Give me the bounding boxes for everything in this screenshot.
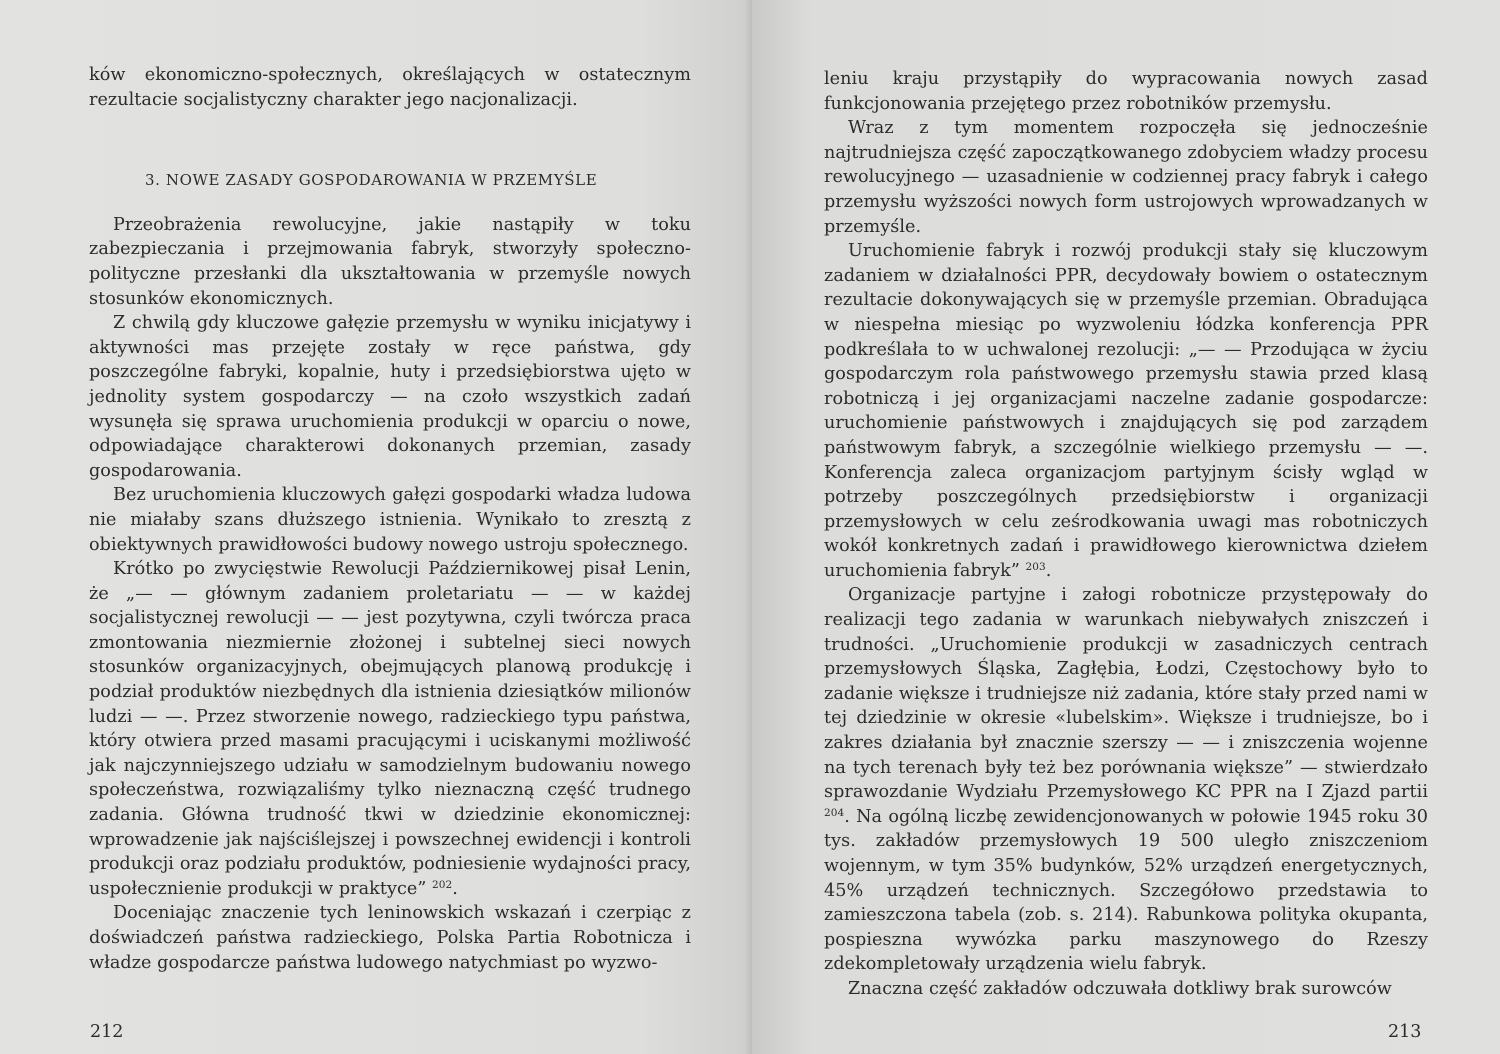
- paragraph-war-damage: Organizacje partyjne i załogi robotnicze przystępowały do realizacji tego zadania w warunkach niebywałych zniszczeń i trudności. „Uruchomienie produkcji w zasadniczych centrach przemysłowych Śląska, Zagłębia, Łodzi, Częstochowy było to zadanie większe i trudniejsze niż zadania, które stały przed nami w tej dziedzinie w okresie «lubelskim». Większe i trudniejsze, bo i zakres działania był znacznie szerszy — — i zniszczenia wojenne na tych terenach były też bez porównania większe” — stwierdzało sprawozdanie Wydziału Przemysłowego KC PPR na I Zjazd partii $^{204}$. Na ogólną liczbę zewidencjonowanych w połowie 1945 roku 30 tys. zakładów przemysłowych 19 500 uległo zniszczeniom wojennym, w tym 35% budynków, 52% urządzeń energetycznych, 45% urządzeń technicznych. Szczegółowo przedstawia to zamieszczona tabela (zob. s. 214). Rabunkowa polityka okupanta, pospieszna wywózka parku maszynowego do Rzeszy zdekompletowały urządzenia wielu fabryk.: [824, 585, 1428, 975]
- right-page: [752, 0, 1500, 1054]
- paragraph-text: Uruchomienie fabryk i rozwój produkcji stały się kluczowym zadaniem w działalności PPR, decydowały bowiem o ostatecznym rezultacie dokonywających się w przemyśle przemian. Obradująca w niespełna miesiąc po wyzwoleniu łódzka konferencja PPR podkreślała to w uchwalonej rezolucji: „— — Przodująca w życiu gospodarczym rola państwowego przemysłu stawia przed klasą robotniczą i jej organizacjami naczelne zadanie gospodarcze: uruchomienie państwowych i znajdujących się pod zarządem państwowym fabryk, a szczególnie wielkiego przemysłu — —. Konferencja zaleca organizacjom partyjnym ścisły wgląd w potrzeby poszczególnych przedsiębiorstw i organizacji przemysłowych w celu ześrodkowania uwagi mas robotniczych wokół konkretnych zadań i prawidłowego kierownictwa dziełem uruchomienia fabryk”: [824, 241, 1428, 581]
- continuation-text: leniu kraju przystąpiły do wypracowania nowych zasad funkcjonowania przejętego przez robotników przemysłu.: [824, 69, 1428, 114]
- paragraph: Wraz z tym momentem rozpoczęła się jednocześnie najtrudniejsza część zapoczątkowanego zdobyciem władzy procesu rewolucyjnego — uzasadnienie w codziennej pracy fabryk i całego przemysłu wyższości nowych form ustrojowych wprowadzanych w przemyśle.: [824, 118, 1428, 237]
- paragraph-ppr-resolution: Uruchomienie fabryk i rozwój produkcji stały się kluczowym zadaniem w działalności PPR, decydowały bowiem o ostatecznym rezultacie dokonywających się w przemyśle przemian. Obradująca w niespełna miesiąc po wyzwoleniu łódzka konferencja PPR podkreślała to w uchwalonej rezolucji: „— — Przodująca w życiu gospodarczym rola państwowego przemysłu stawia przed klasą robotniczą i jej organizacjami naczelne zadanie gospodarcze: uruchomienie państwowych i znajdujących się pod zarządem państwowym fabryk, a szczególnie wielkiego przemysłu — —. Konferencja zaleca organizacjom partyjnym ścisły wgląd w potrzeby poszczególnych przedsiębiorstw i organizacji przemysłowych w celu ześrodkowania uwagi mas robotniczych wokół konkretnych zadań i prawidłowego kierownictwa dziełem uruchomienia fabryk” $^{203}$.: [824, 241, 1428, 581]
- footnote-ref: 203: [1025, 560, 1046, 573]
- paragraph: Z chwilą gdy kluczowe gałęzie przemysłu w wyniku inicjatywy i aktywności mas przejęte zostały w ręce państwa, gdy poszczególne fabryki, kopalnie, huty i przedsiębiorstwa ujęto w jednolity system gospodarczy — na czoło wszystkich zadań wysunęła się sprawa uruchomienia produkcji w oparciu o nowe, odpowiadające charakterowi dokonanych przemian, zasady gospodarowania.: [89, 313, 691, 481]
- page-number: 213: [1388, 1022, 1422, 1042]
- section-heading: 3. NOWE ZASADY GOSPODAROWANIA W PRZEMYŚLE: [145, 171, 598, 190]
- footnote-ref: 204: [824, 806, 845, 819]
- paragraph-text: Na ogólną liczbę zewidencjonowanych w połowie 1945 roku 30 tys. zakładów przemysłowych 19 500 uległo zniszczeniom wojennym, w tym 35% budynków, 52% urządzeń energetycznych, 45% urządzeń technicznych. Szczegółowo przedstawia to zamieszczona tabela (zob. s. 214). Rabunkowa polityka okupanta, pospieszna wywózka parku maszynowego do Rzeszy zdekompletowały urządzenia wielu fabryk.: [824, 806, 1428, 975]
- right-page-text: [824, 67, 1428, 1002]
- left-page-text: [89, 63, 691, 975]
- paragraph: Znaczna część zakładów odczuwała dotkliwy brak surowców: [848, 978, 1392, 999]
- paragraph: Bez uruchomienia kluczowych gałęzi gospodarki władza ludowa nie miałaby szans dłuższego istnienia. Wynikało to zresztą z obiektywnych prawidłowości budowy nowego ustroju społecznego.: [89, 485, 691, 555]
- paragraph-text: Krótko po zwycięstwie Rewolucji Październikowej pisał Lenin, że „— — głównym zadaniem proletariatu — — w każdej socjalistycznej rewolucji — — jest pozytywna, czyli twórcza praca zmontowania niezmiernie złożonej i subtelnej sieci nowych stosunków organizacyjnych, obejmujących planową produkcję i podział produktów niezbędnych dla istnienia dziesiątków milionów ludzi — —. Przez stworzenie nowego, radzieckiego typu państwa, który otwiera przed masami pracującymi i uciskanymi możliwość jak najczynniejszego udziału w samodzielnym budowaniu nowego społeczeństwa, rozwiązaliśmy tylko nieznaczną część trudnego zadania. Główna trudność tkwi w dziedzinie ekonomicznej: wprowadzenie jak najściślejszej i powszechnej ewidencji i kontroli produkcji oraz podziału produktów, podniesienie wydajności pracy, uspołecznienie produkcji w praktyce”: [89, 559, 691, 899]
- paragraph-lenin-quote: Krótko po zwycięstwie Rewolucji Październikowej pisał Lenin, że „— — głównym zadaniem proletariatu — — w każdej socjalistycznej rewolucji — — jest pozytywna, czyli twórcza praca zmontowania niezmiernie złożonej i subtelnej sieci nowych stosunków organizacyjnych, obejmujących planową produkcję i podział produktów niezbędnych dla istnienia dziesiątków milionów ludzi — —. Przez stworzenie nowego, radzieckiego typu państwa, który otwiera przed masami pracującymi i uciskanymi możliwość jak najczynniejszego udziału w samodzielnym budowaniu nowego społeczeństwa, rozwiązaliśmy tylko nieznaczną część trudnego zadania. Główna trudność tkwi w dziedzinie ekonomicznej: wprowadzenie jak najściślejszej i powszechnej ewidencji i kontroli produkcji oraz podziału produktów, podniesienie wydajności pracy, uspołecznienie produkcji w praktyce” $^{202}$.: [89, 559, 691, 899]
- footnote-ref: 202: [432, 878, 453, 891]
- paragraph: Przeobrażenia rewolucyjne, jakie nastąpiły w toku zabezpieczania i przejmowania fabryk, stworzyły społeczno-polityczne przesłanki dla ukształtowania w przemyśle nowych stosunków ekonomicznych.: [89, 214, 691, 309]
- page-number: 212: [90, 1022, 124, 1042]
- continuation-text: ków ekonomiczno-społecznych, określających w ostatecznym rezultacie socjalistyczny charakter jego nacjonalizacji.: [89, 65, 691, 110]
- paragraph: Doceniając znaczenie tych leninowskich wskazań i czerpiąc z doświadczeń państwa radzieckiego, Polska Partia Robotnicza i władze gospodarcze państwa ludowego natychmiast po wyzwo-: [89, 903, 691, 973]
- paragraph-text: Organizacje partyjne i załogi robotnicze przystępowały do realizacji tego zadania w warunkach niebywałych zniszczeń i trudności. „Uruchomienie produkcji w zasadniczych centrach przemysłowych Śląska, Zagłębia, Łodzi, Częstochowy było to zadanie większe i trudniejsze niż zadania, które stały przed nami w tej dziedzinie w okresie «lubelskim». Większe i trudniejsze, bo i zakres działania był znacznie szerszy — — i zniszczenia wojenne na tych terenach były też bez porównania większe” — stwierdzało sprawozdanie Wydziału Przemysłowego KC PPR na I Zjazd partii: [824, 585, 1428, 803]
